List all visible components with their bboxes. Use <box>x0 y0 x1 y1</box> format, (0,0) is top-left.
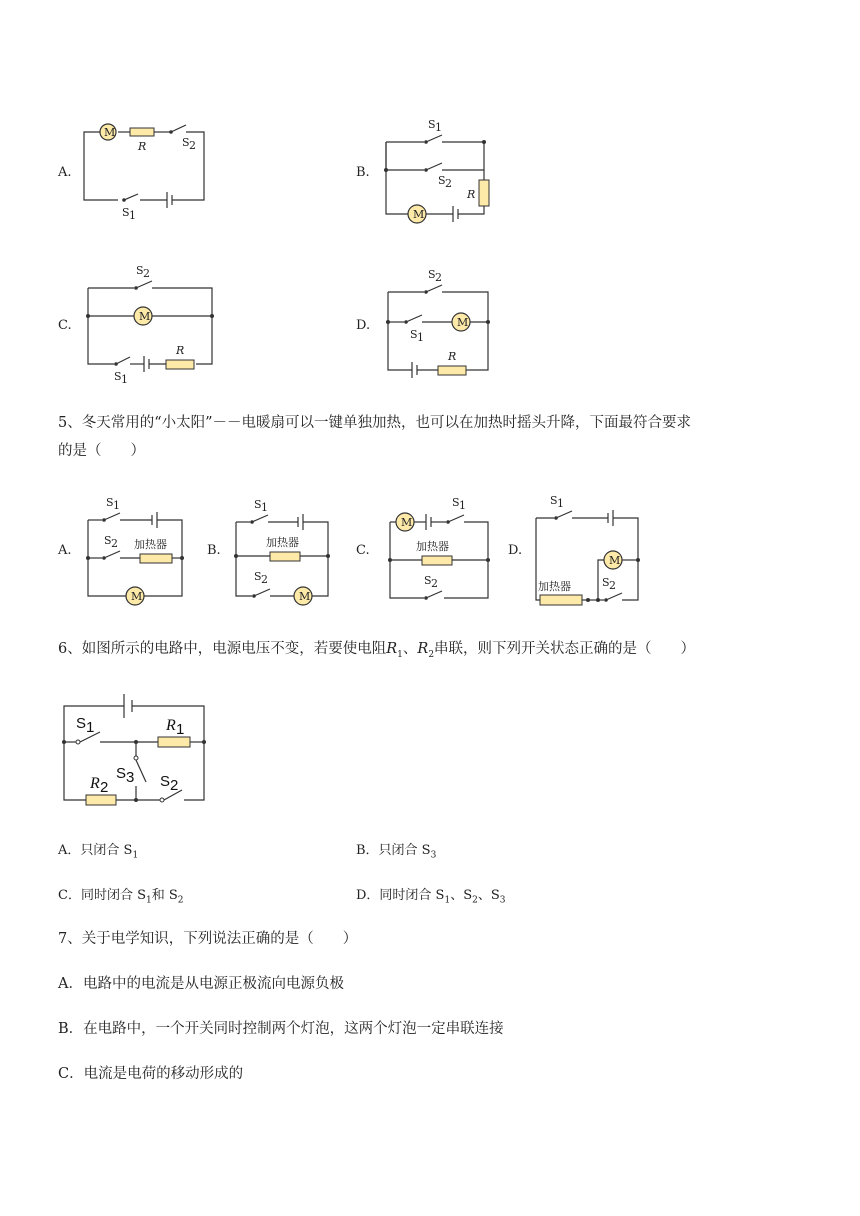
svg-text:2: 2 <box>111 537 118 550</box>
q4-circuit-c <box>82 262 222 388</box>
svg-text:S: S <box>424 574 432 587</box>
svg-text:加热器: 加热器 <box>266 536 299 549</box>
svg-text:S: S <box>136 264 144 277</box>
q5-circuit-b <box>230 492 340 608</box>
resistor-icon <box>166 360 194 369</box>
svg-text:1: 1 <box>435 121 442 134</box>
svg-text:S: S <box>106 496 114 509</box>
svg-text:3: 3 <box>126 769 135 786</box>
svg-text:2: 2 <box>189 139 196 152</box>
q4-circuit-b <box>380 112 510 232</box>
q7-option-a: A．电路中的电流是从电源正极流向电源负极 <box>58 976 344 992</box>
resistor-r1-icon <box>158 737 190 747</box>
svg-text:1: 1 <box>261 501 268 514</box>
svg-text:S: S <box>428 268 436 281</box>
q6-answer-a: A．只闭合 $S_1$ <box>58 843 139 861</box>
q7-question: 7、关于电学知识，下列说法正确的是（ ） <box>58 931 358 947</box>
svg-text:1: 1 <box>129 209 136 222</box>
q7-option-b: B．在电路中，一个开关同时控制两个灯泡，这两个灯泡一定串联连接 <box>58 1021 504 1037</box>
svg-text:加热器: 加热器 <box>134 538 167 551</box>
q5-question-line2: 的是（ ） <box>58 443 145 459</box>
svg-text:R: R <box>448 350 457 363</box>
svg-text:S: S <box>428 118 436 131</box>
q5-circuit-c <box>384 490 494 606</box>
svg-text:S: S <box>76 715 87 732</box>
svg-text:2: 2 <box>445 177 452 190</box>
svg-text:2: 2 <box>431 577 438 590</box>
q5-option-c-label: C. <box>356 543 370 558</box>
svg-text:S: S <box>160 773 171 790</box>
q4-option-b-label: B. <box>356 165 370 180</box>
svg-text:S: S <box>182 136 190 149</box>
q5-option-b-label: B. <box>207 543 221 558</box>
svg-text:S: S <box>104 534 112 547</box>
resistor-icon <box>479 180 489 206</box>
svg-text:S: S <box>410 328 418 341</box>
svg-text:S: S <box>114 370 122 383</box>
svg-text:1: 1 <box>113 499 120 512</box>
svg-text:M: M <box>413 208 425 221</box>
svg-text:1: 1 <box>86 719 95 736</box>
q6-circuit <box>60 686 220 810</box>
resistor-icon <box>130 128 154 136</box>
svg-text:2: 2 <box>435 271 442 284</box>
svg-text:M: M <box>457 316 469 329</box>
svg-text:R: R <box>90 775 100 792</box>
svg-text:S: S <box>122 206 130 219</box>
svg-text:M: M <box>401 516 413 529</box>
svg-text:S: S <box>452 496 460 509</box>
svg-text:S: S <box>254 570 262 583</box>
svg-text:2: 2 <box>143 267 150 280</box>
svg-text:S: S <box>438 174 446 187</box>
svg-text:S: S <box>254 498 262 511</box>
heater-resistor-icon <box>540 595 582 605</box>
svg-text:R: R <box>467 188 476 201</box>
svg-text:1: 1 <box>121 373 128 386</box>
svg-text:M: M <box>104 126 116 139</box>
q6-question: 6、如图所示的电路中，电源电压不变，若要使电阻$R_1$、$R_2$串联，则下列开关状态正确的是（ ） <box>58 641 696 660</box>
heater-resistor-icon <box>140 554 172 563</box>
svg-text:S: S <box>602 576 610 589</box>
svg-text:R: R <box>176 344 185 357</box>
q5-circuit-d <box>530 488 650 608</box>
svg-text:M: M <box>139 310 151 323</box>
q5-question-line1: 5、冬天常用的“小太阳”－－电暖扇可以一键单独加热，也可以在加热时摇头升降，下面最符合要求 <box>58 415 692 431</box>
q7-option-c: C．电流是电荷的移动形成的 <box>58 1066 244 1082</box>
svg-text:M: M <box>299 590 311 603</box>
q4-option-c-label: C. <box>58 318 72 333</box>
svg-text:2: 2 <box>609 579 616 592</box>
q4-option-d-label: D. <box>356 318 371 333</box>
svg-text:M: M <box>131 590 143 603</box>
q6-answer-d: D．同时闭合 $S_1$、$S_2$、$S_3$ <box>356 888 506 906</box>
svg-text:加热器: 加热器 <box>416 540 449 553</box>
svg-text:1: 1 <box>176 721 185 738</box>
svg-text:M: M <box>609 554 621 567</box>
svg-text:R: R <box>138 140 147 153</box>
svg-text:加热器: 加热器 <box>538 580 571 593</box>
svg-text:S: S <box>550 494 558 507</box>
svg-text:2: 2 <box>170 777 179 794</box>
svg-text:2: 2 <box>261 573 268 586</box>
svg-text:2: 2 <box>100 779 109 796</box>
svg-text:R: R <box>166 717 176 734</box>
q5-option-d-label: D. <box>508 543 523 558</box>
svg-text:1: 1 <box>459 499 466 512</box>
q4-circuit-d <box>382 262 512 388</box>
q4-circuit-a <box>80 118 210 228</box>
resistor-r2-icon <box>86 795 116 805</box>
q5-circuit-a <box>82 490 192 606</box>
svg-text:1: 1 <box>557 497 564 510</box>
heater-resistor-icon <box>270 552 300 561</box>
q5-option-a-label: A. <box>58 543 72 558</box>
svg-text:1: 1 <box>417 331 424 344</box>
q6-answer-c: C．同时闭合 $S_1$和 $S_2$ <box>58 888 184 906</box>
q6-answer-b: B．只闭合 $S_3$ <box>356 843 437 861</box>
resistor-icon <box>438 366 466 375</box>
heater-resistor-icon <box>422 556 452 565</box>
svg-text:S: S <box>116 765 127 782</box>
q4-option-a-label: A. <box>58 165 72 180</box>
